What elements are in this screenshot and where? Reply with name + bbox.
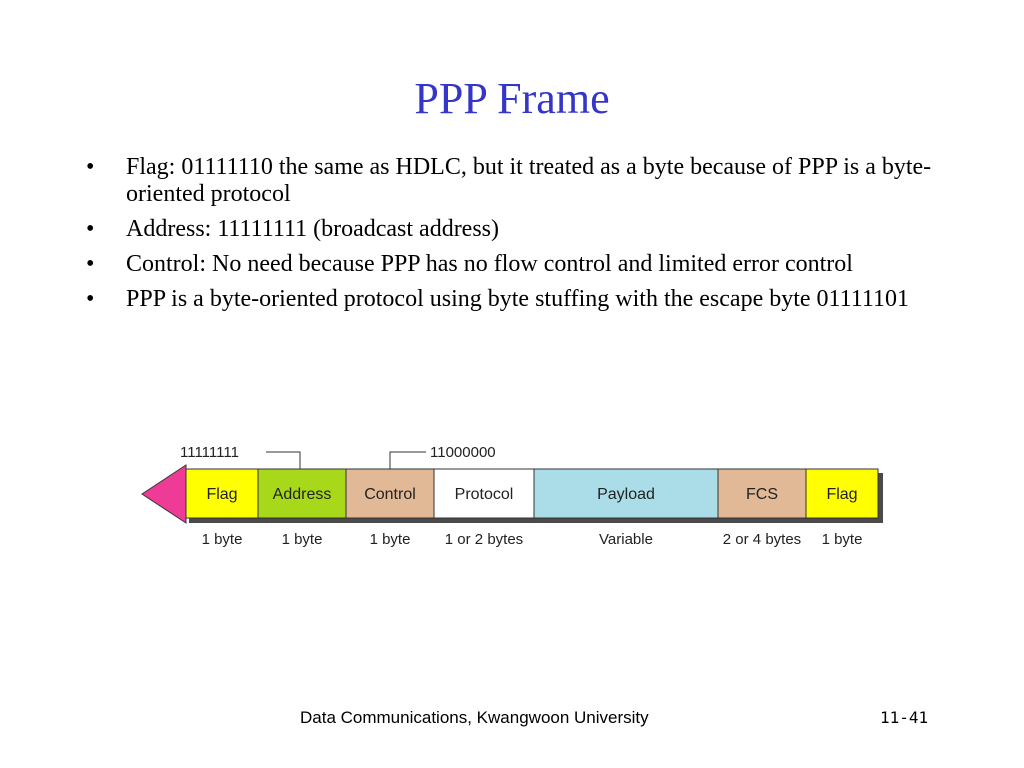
bullet-text: Flag: 01111110 the same as HDLC, but it treated as a byte because of PPP is a byte-oriented protocol [126,154,932,207]
direction-arrow [142,465,186,523]
address-callout-line [266,452,300,469]
bullet-glyph: • [86,286,95,312]
field-label-fcs: FCS [746,486,778,503]
field-label-address: Address [272,486,332,503]
bullet-text: Address: 11111111 (broadcast address) [126,216,500,242]
bullet-item [86,251,946,278]
field-size-flag: 1 byte [821,531,863,548]
field-size-control: 1 byte [369,531,411,548]
field-label-control: Control [364,486,416,503]
bullet-glyph: • [86,251,95,277]
field-size-address: 1 byte [281,531,323,548]
bullet-glyph: • [86,154,95,180]
field-size-protocol: 1 or 2 bytes [444,531,524,548]
ppp-frame-diagram [140,436,890,556]
field-size-flag: 1 byte [201,531,243,548]
bullet-item [86,286,946,313]
field-label-flag: Flag [826,486,858,503]
bullet-text: PPP is a byte-oriented protocol using byte stuffing with the escape byte 01111101 [126,286,909,312]
field-label-flag: Flag [206,486,238,503]
field-label-protocol: Protocol [454,486,514,503]
slide-title: PPP Frame [414,74,610,123]
bullet-item [86,154,946,208]
footer-course: Data Communications, Kwangwoon University [300,708,649,727]
field-size-payload: Variable [599,531,653,548]
bullet-text: Control: No need because PPP has no flow control and limited error control [126,251,853,277]
field-label-payload: Payload [597,486,655,503]
address-value-callout: 11111111 [180,444,239,461]
bullet-item [86,216,946,243]
control-value-callout: 11000000 [430,444,496,461]
control-callout-line [390,452,426,469]
bullet-list [86,154,946,321]
footer-page-number: 11-41 [880,708,929,727]
field-size-fcs: 2 or 4 bytes [722,531,802,548]
bullet-glyph: • [86,216,95,242]
